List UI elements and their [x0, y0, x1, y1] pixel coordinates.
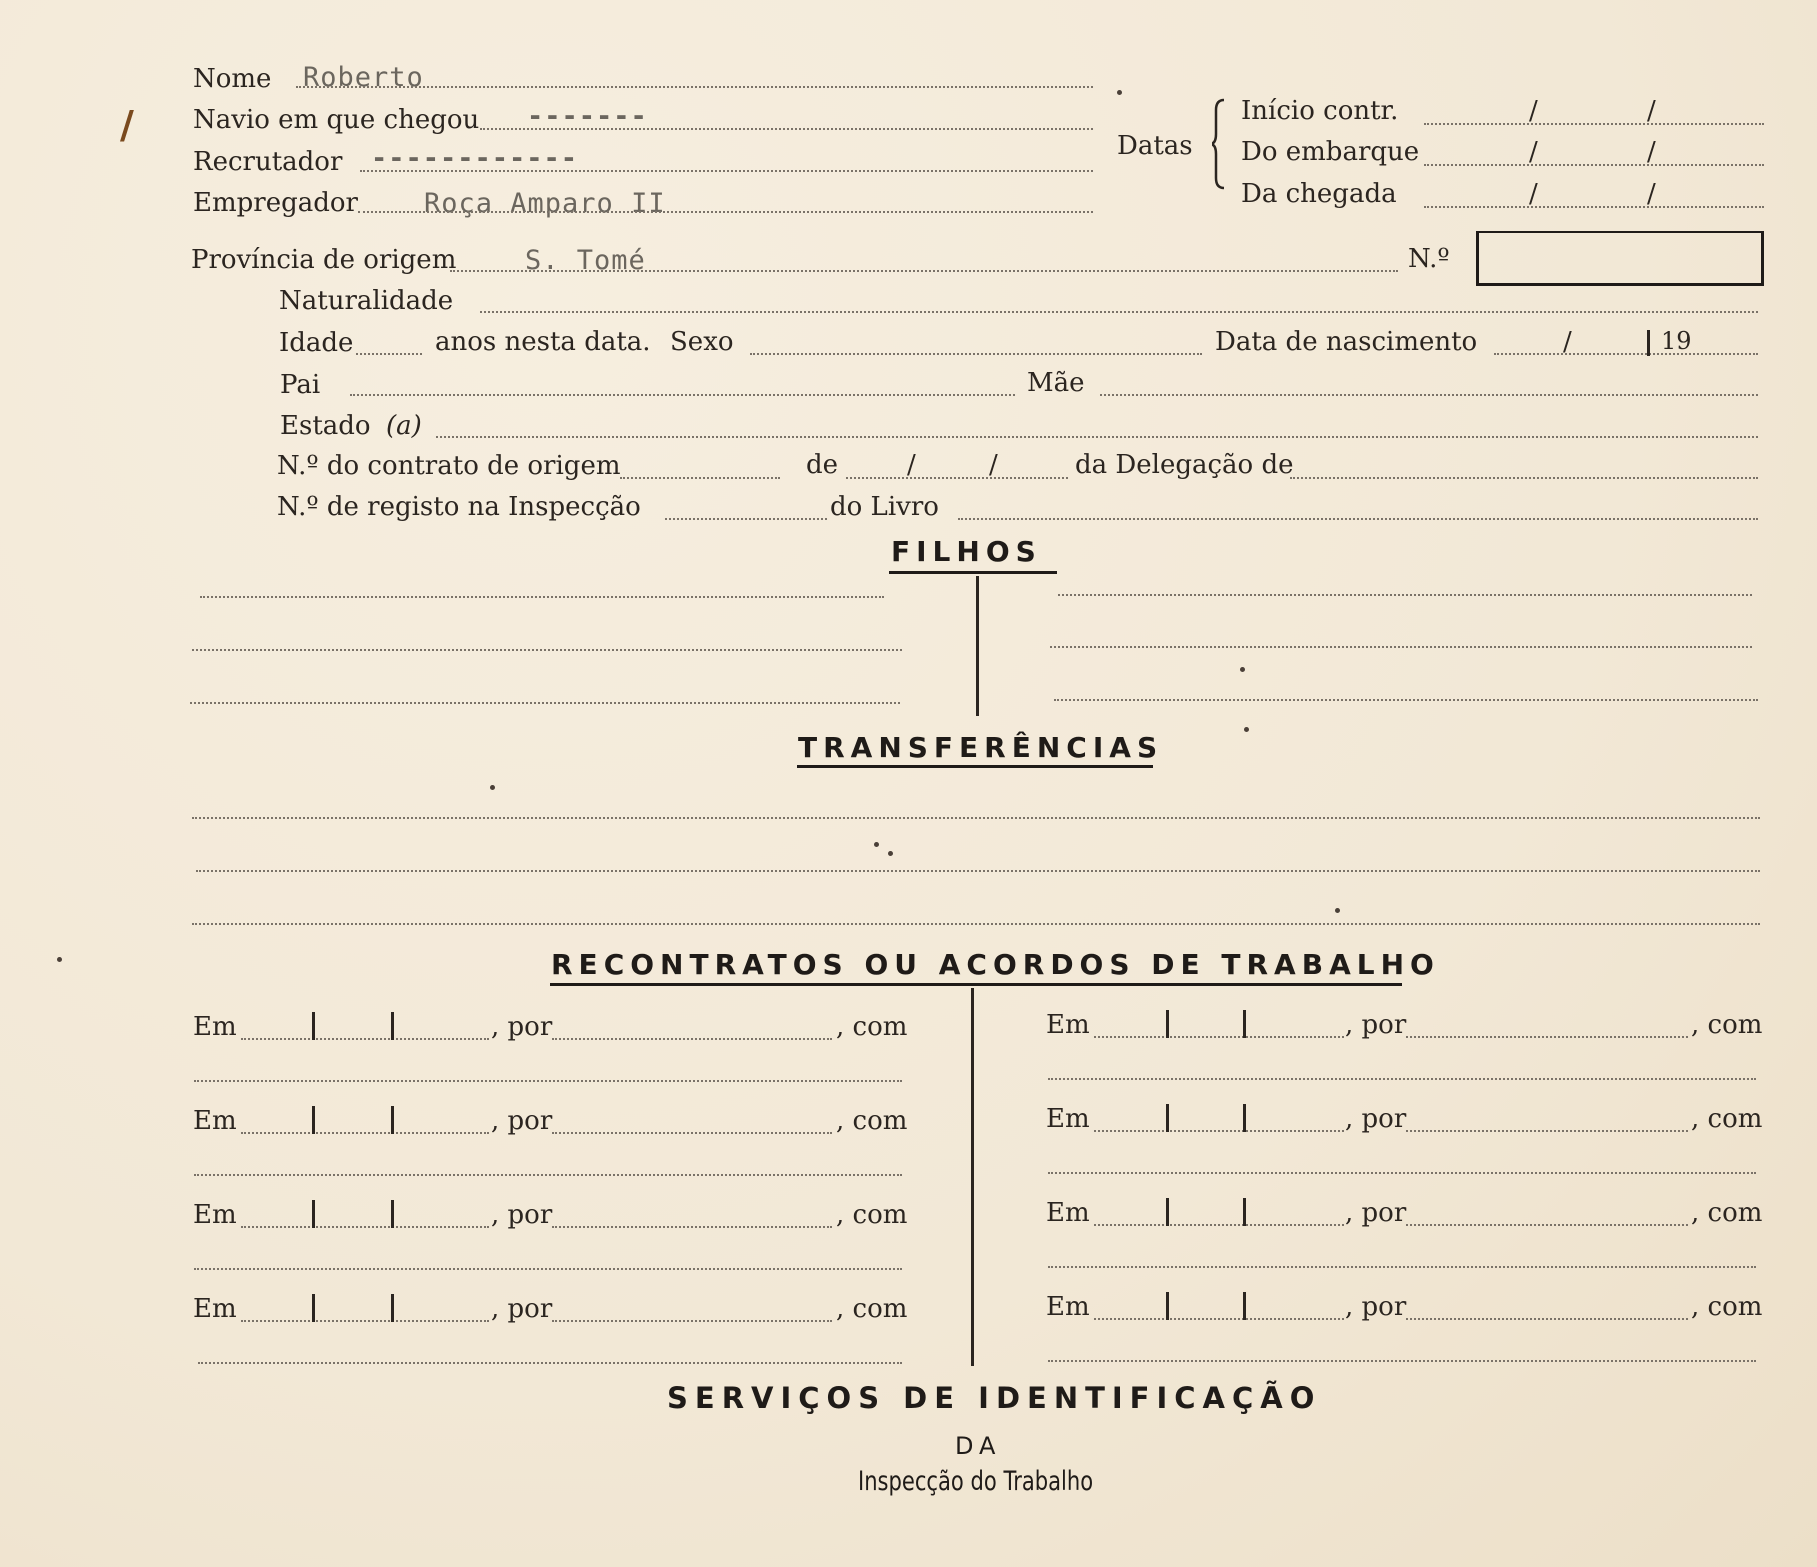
- mae-label: Mãe: [1027, 368, 1085, 398]
- provincia-line: [450, 270, 1398, 272]
- contrato-label: N.º do contrato de origem: [277, 451, 621, 481]
- pai-label: Pai: [280, 370, 321, 400]
- transferencias-line-1[interactable]: [192, 817, 1760, 819]
- datas-chegada-sep2: /: [1647, 179, 1656, 209]
- em-date-bar2: [391, 1106, 394, 1134]
- nome-value[interactable]: Roberto: [303, 62, 424, 93]
- em-label: Em: [1046, 1010, 1090, 1040]
- com-label: , com: [836, 1294, 908, 1324]
- por-line[interactable]: [1406, 1318, 1688, 1320]
- por-label: , por: [1345, 1292, 1407, 1322]
- por-line[interactable]: [1406, 1036, 1688, 1038]
- com-label: , com: [836, 1012, 908, 1042]
- em-date-bar2: [391, 1012, 394, 1040]
- filhos-line-left-2[interactable]: [192, 649, 902, 651]
- em-label: Em: [193, 1012, 237, 1042]
- navio-value[interactable]: -------: [527, 101, 648, 132]
- contrato-line[interactable]: [620, 477, 780, 479]
- transferencias-line-3[interactable]: [192, 923, 1760, 925]
- em-label: Em: [1046, 1104, 1090, 1134]
- contrato-date-sep2: /: [989, 450, 998, 480]
- naturalidade-label: Naturalidade: [279, 286, 454, 316]
- recrutador-line: [360, 170, 1093, 172]
- registo-label: N.º de registo na Inspecção: [277, 492, 641, 522]
- em-date-bar2: [1243, 1198, 1246, 1226]
- por-line[interactable]: [552, 1132, 832, 1134]
- speck: [1335, 908, 1340, 913]
- em-date-line[interactable]: [1094, 1036, 1344, 1038]
- em-date-bar1: [312, 1200, 315, 1228]
- datas-label: Datas: [1117, 131, 1193, 161]
- datas-chegada-label: Da chegada: [1241, 179, 1397, 209]
- filhos-heading: FILHOS: [891, 535, 1042, 568]
- contrato-de-label: de: [806, 450, 839, 480]
- datas-embarque-label: Do embarque: [1241, 137, 1420, 167]
- com-line[interactable]: [1048, 1078, 1756, 1080]
- transferencias-heading: TRANSFERÊNCIAS: [798, 731, 1164, 764]
- datas-inicio-sep1: /: [1529, 96, 1538, 126]
- speck: [57, 957, 62, 962]
- por-label: , por: [1345, 1010, 1407, 1040]
- nome-label: Nome: [193, 64, 272, 94]
- navio-label: Navio em que chegou: [193, 105, 480, 135]
- empregador-label: Empregador: [193, 188, 358, 218]
- nome-line: [296, 86, 1093, 88]
- footer-line2: DA: [955, 1432, 1002, 1460]
- speck: [874, 842, 879, 847]
- com-line[interactable]: [198, 1362, 902, 1364]
- em-date-line[interactable]: [241, 1320, 489, 1322]
- em-label: Em: [1046, 1292, 1090, 1322]
- em-date-bar2: [1243, 1010, 1246, 1038]
- com-label: , com: [836, 1200, 908, 1230]
- numero-label: N.º: [1408, 244, 1450, 274]
- speck: [888, 851, 893, 856]
- delegacao-label: da Delegação de: [1075, 450, 1294, 480]
- footer-line3: Inspecção do Trabalho: [858, 1466, 1094, 1497]
- filhos-line-right-1[interactable]: [1058, 594, 1752, 596]
- por-label: , por: [491, 1294, 553, 1324]
- estado-line[interactable]: [436, 436, 1758, 438]
- nascimento-bar: [1647, 330, 1650, 356]
- em-date-line[interactable]: [241, 1038, 489, 1040]
- empregador-line: [358, 211, 1093, 213]
- por-line[interactable]: [552, 1320, 832, 1322]
- mae-line[interactable]: [1100, 394, 1758, 396]
- delegacao-line[interactable]: [1290, 477, 1758, 479]
- em-date-bar1: [1166, 1292, 1169, 1320]
- recrutador-label: Recrutador: [193, 147, 343, 177]
- em-date-bar2: [1243, 1292, 1246, 1320]
- com-label: , com: [836, 1106, 908, 1136]
- por-line[interactable]: [552, 1226, 832, 1228]
- em-label: Em: [1046, 1198, 1090, 1228]
- em-date-line[interactable]: [1094, 1224, 1344, 1226]
- transferencias-line-2[interactable]: [196, 870, 1760, 872]
- em-date-bar2: [391, 1294, 394, 1322]
- em-date-bar2: [391, 1200, 394, 1228]
- em-date-line[interactable]: [1094, 1130, 1344, 1132]
- sexo-line[interactable]: [750, 353, 1202, 355]
- datas-embarque-sep2: /: [1647, 137, 1656, 167]
- por-line[interactable]: [552, 1038, 832, 1040]
- contrato-date-line[interactable]: [846, 477, 1068, 479]
- datas-inicio-label: Início contr.: [1241, 96, 1399, 126]
- em-date-bar1: [312, 1012, 315, 1040]
- speck: [1240, 667, 1245, 672]
- com-label: , com: [1691, 1010, 1763, 1040]
- transferencias-underline: [797, 765, 1153, 768]
- filhos-line-right-3[interactable]: [1054, 699, 1758, 701]
- recontratos-underline: [550, 983, 1402, 986]
- filhos-divider: [976, 576, 979, 716]
- em-date-bar1: [312, 1294, 315, 1322]
- por-label: , por: [1345, 1198, 1407, 1228]
- datas-embarque-line[interactable]: [1424, 164, 1764, 166]
- provincia-label: Província de origem: [191, 245, 457, 275]
- nascimento-sep: /: [1563, 327, 1572, 357]
- com-line[interactable]: [1048, 1172, 1756, 1174]
- em-date-line[interactable]: [241, 1226, 489, 1228]
- filhos-underline: [889, 571, 1057, 574]
- datas-inicio-sep2: /: [1647, 96, 1656, 126]
- recontratos-heading: RECONTRATOS OU ACORDOS DE TRABALHO: [551, 948, 1440, 981]
- idade-line[interactable]: [356, 353, 422, 355]
- em-date-bar1: [312, 1106, 315, 1134]
- datas-chegada-line[interactable]: [1424, 206, 1764, 208]
- com-line[interactable]: [1048, 1360, 1756, 1362]
- footer-line1: SERVIÇOS DE IDENTIFICAÇÃO: [667, 1381, 1322, 1415]
- empregador-value[interactable]: Roça Amparo II: [424, 188, 666, 219]
- por-label: , por: [491, 1106, 553, 1136]
- datas-inicio-line[interactable]: [1424, 123, 1764, 125]
- em-label: Em: [193, 1294, 237, 1324]
- recrutador-value[interactable]: ------------: [371, 143, 579, 174]
- por-label: , por: [491, 1012, 553, 1042]
- pai-line[interactable]: [350, 394, 1015, 396]
- com-label: , com: [1691, 1198, 1763, 1228]
- por-line[interactable]: [1406, 1130, 1688, 1132]
- com-line[interactable]: [194, 1174, 902, 1176]
- por-label: , por: [1345, 1104, 1407, 1134]
- estado-note: (a): [386, 411, 422, 441]
- filhos-line-left-3[interactable]: [190, 702, 900, 704]
- recontratos-divider: [971, 988, 974, 1366]
- datas-embarque-sep1: /: [1529, 137, 1538, 167]
- com-line[interactable]: [194, 1080, 902, 1082]
- anos-label: anos nesta data.: [435, 327, 651, 357]
- livro-line[interactable]: [958, 518, 1758, 520]
- nascimento-year-prefix: 19: [1661, 327, 1692, 355]
- em-date-line[interactable]: [241, 1132, 489, 1134]
- livro-label: do Livro: [830, 492, 939, 522]
- numero-box[interactable]: [1476, 231, 1764, 286]
- com-line[interactable]: [1048, 1266, 1756, 1268]
- speck: [1244, 727, 1249, 732]
- provincia-value[interactable]: S. Tomé: [525, 245, 646, 276]
- navio-line: [480, 128, 1093, 130]
- em-date-line[interactable]: [1094, 1318, 1344, 1320]
- em-date-bar1: [1166, 1198, 1169, 1226]
- estado-label: Estado: [280, 411, 371, 441]
- margin-mark: /: [120, 102, 134, 147]
- com-line[interactable]: [194, 1268, 902, 1270]
- em-date-bar1: [1166, 1104, 1169, 1132]
- idade-label: Idade: [279, 328, 354, 358]
- por-line[interactable]: [1406, 1224, 1688, 1226]
- datas-chegada-sep1: /: [1529, 179, 1538, 209]
- sexo-label: Sexo: [670, 327, 734, 357]
- em-label: Em: [193, 1200, 237, 1230]
- nascimento-label: Data de nascimento: [1215, 327, 1478, 357]
- registo-line[interactable]: [665, 518, 827, 520]
- em-label: Em: [193, 1106, 237, 1136]
- contrato-date-sep1: /: [907, 450, 916, 480]
- com-label: , com: [1691, 1104, 1763, 1134]
- speck: [1117, 90, 1122, 95]
- em-date-bar1: [1166, 1010, 1169, 1038]
- filhos-line-left-1[interactable]: [200, 596, 884, 598]
- naturalidade-line[interactable]: [480, 311, 1758, 313]
- datas-brace: [1212, 98, 1232, 190]
- filhos-line-right-2[interactable]: [1050, 646, 1752, 648]
- por-label: , por: [491, 1200, 553, 1230]
- em-date-bar2: [1243, 1104, 1246, 1132]
- nascimento-line[interactable]: [1494, 353, 1758, 355]
- speck: [490, 785, 495, 790]
- com-label: , com: [1691, 1292, 1763, 1322]
